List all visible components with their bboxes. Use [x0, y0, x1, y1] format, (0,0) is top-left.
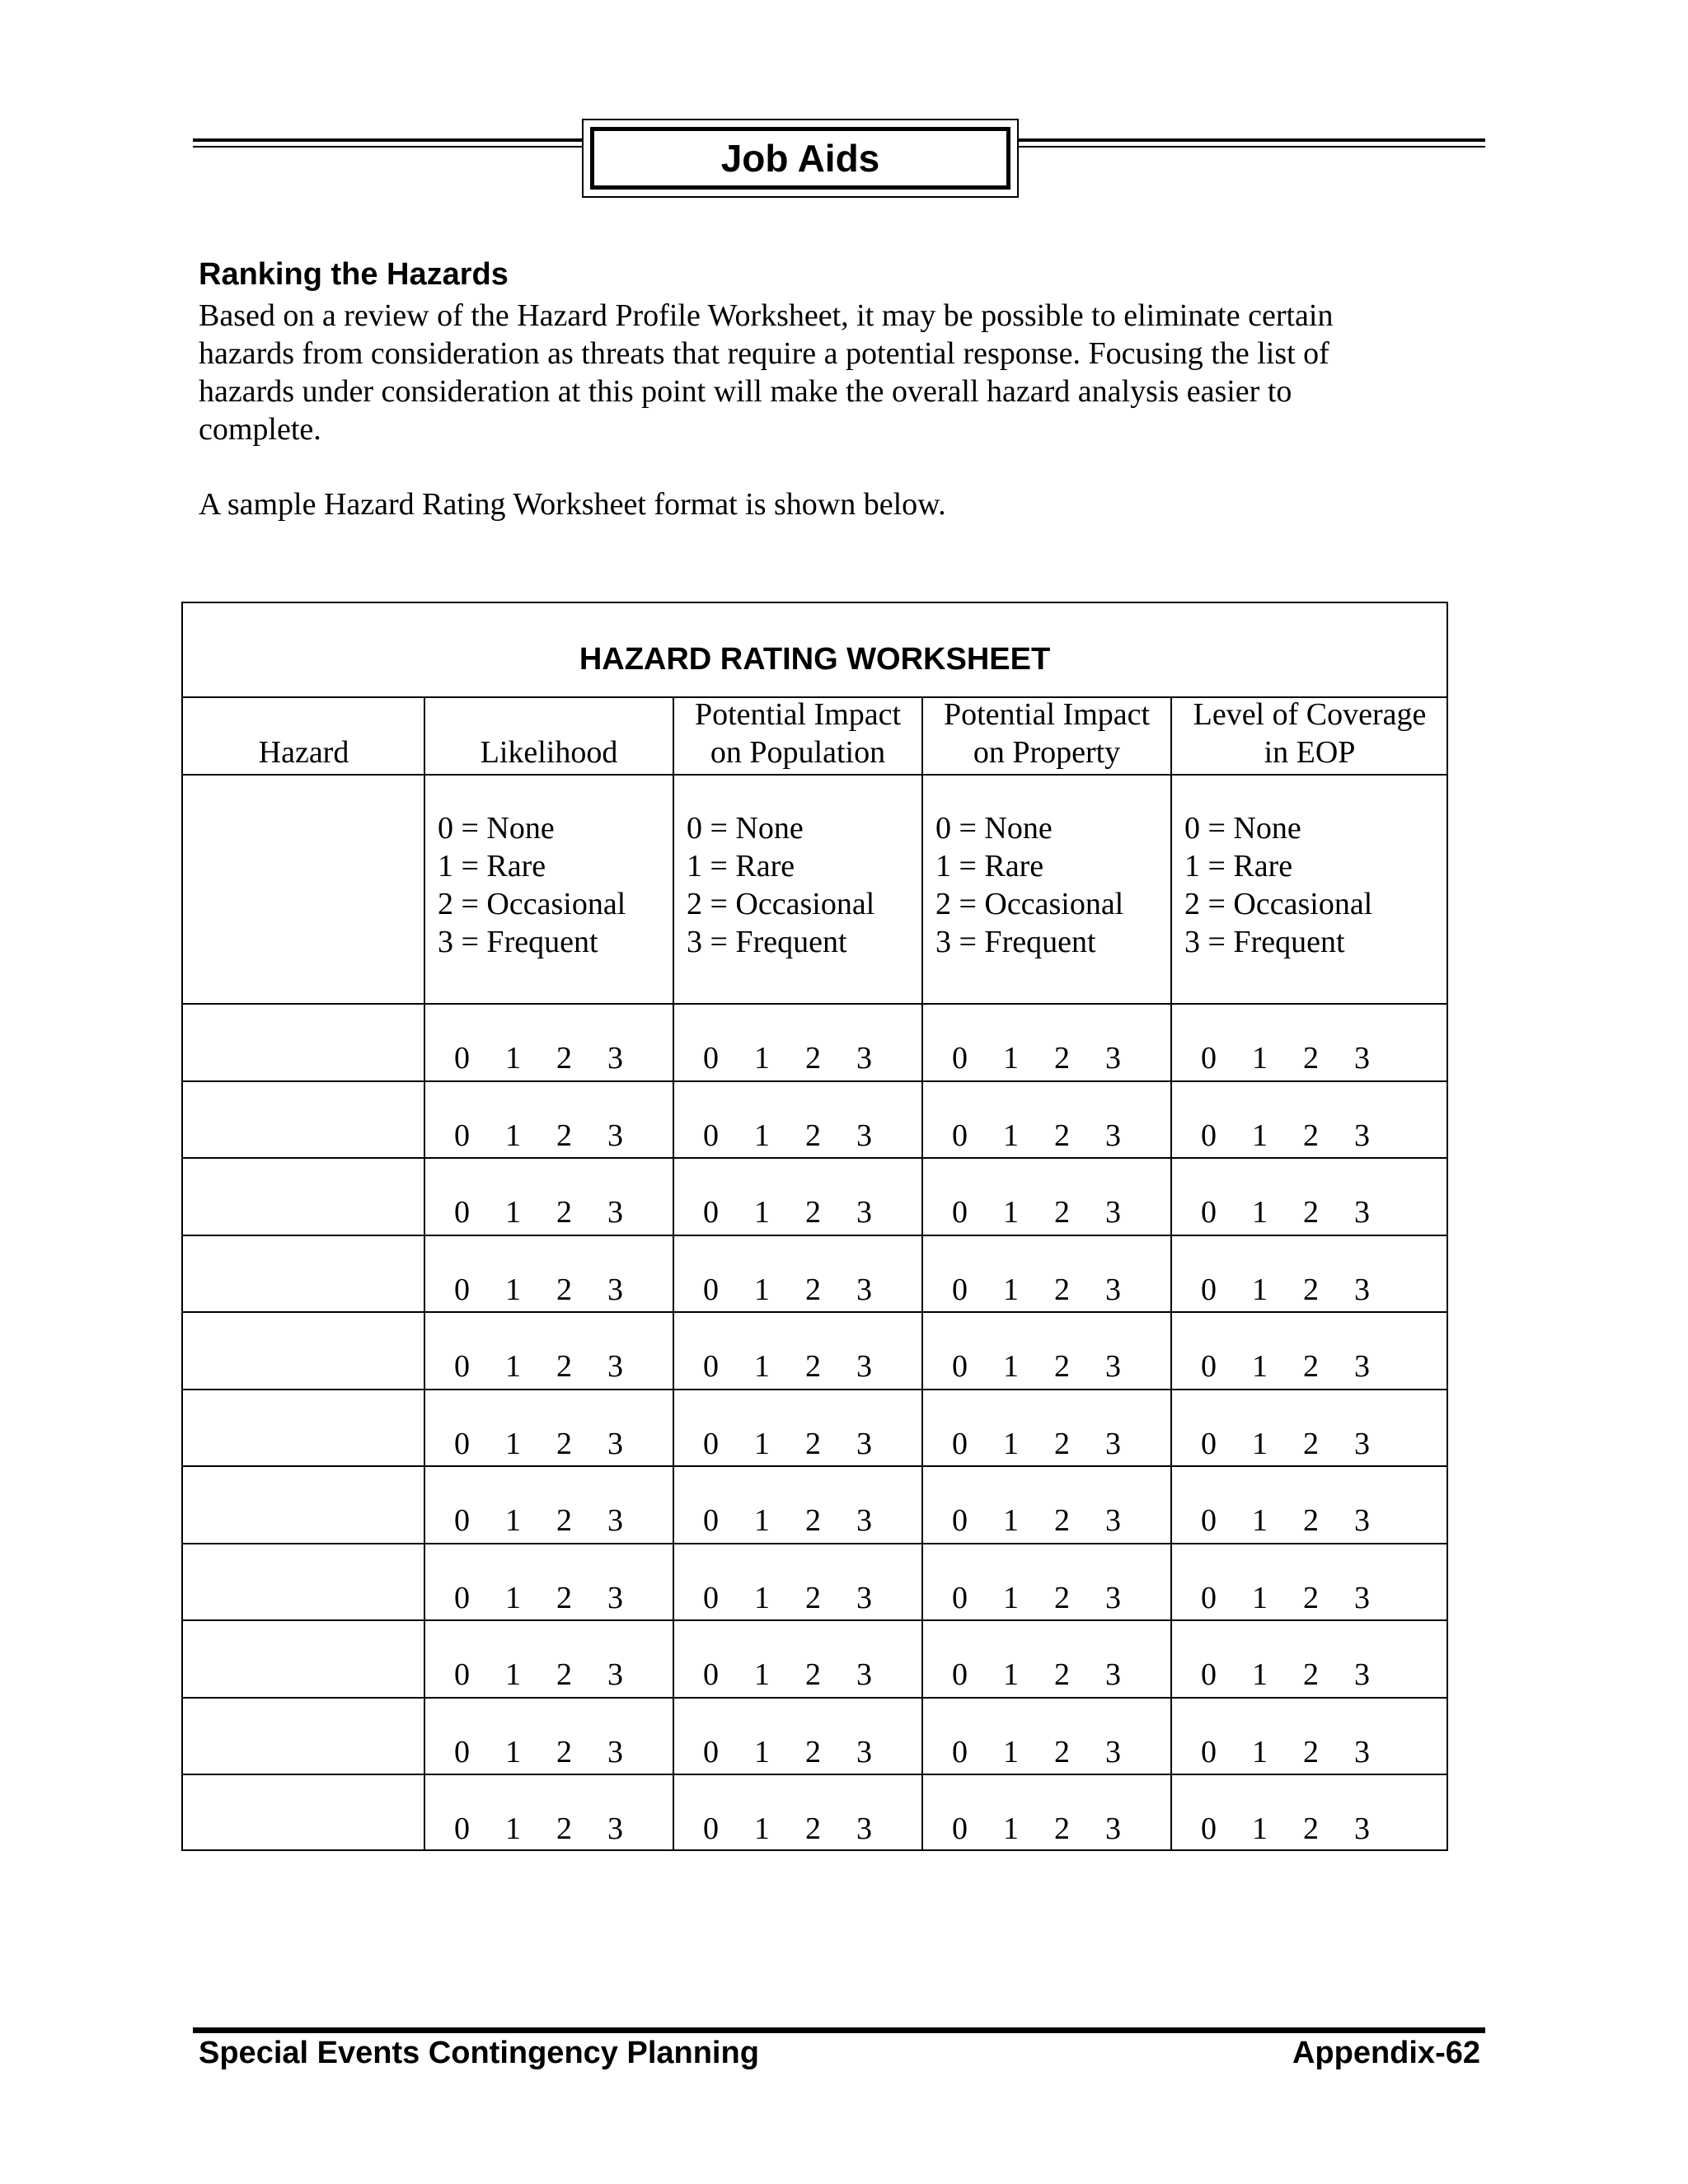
rating-option-2[interactable]: 2 [805, 1272, 821, 1307]
rating-option-0[interactable]: 0 [1201, 1811, 1217, 1846]
rating-scale[interactable] [703, 1272, 872, 1308]
rating-option-2[interactable]: 2 [805, 1580, 821, 1615]
rating-option-2[interactable]: 2 [805, 1118, 821, 1153]
intro-paragraph [199, 297, 1484, 448]
rating-scale[interactable] [703, 1657, 872, 1693]
rating-option-2[interactable]: 2 [1054, 1811, 1070, 1846]
rating-option-1[interactable]: 1 [1003, 1349, 1019, 1384]
paragraph-line: Based on a review of the Hazard Profile Worksheet, it may be possible to eliminate certain [199, 298, 1334, 333]
rating-scale[interactable] [703, 1734, 872, 1770]
rating-option-3[interactable]: 3 [1105, 1811, 1121, 1846]
rating-option-0[interactable]: 0 [454, 1426, 470, 1461]
rating-option-1[interactable]: 1 [1252, 1041, 1268, 1076]
rating-option-1[interactable]: 1 [754, 1349, 770, 1384]
rating-option-3[interactable]: 3 [856, 1041, 872, 1076]
paragraph-line: hazards from consideration as threats that require a potential response. Focusing the list of [199, 336, 1329, 371]
rating-option-2[interactable]: 2 [556, 1657, 572, 1692]
rating-scale[interactable] [952, 1811, 1121, 1847]
rating-option-3[interactable]: 3 [856, 1734, 872, 1769]
rating-option-0[interactable]: 0 [454, 1272, 470, 1307]
rating-option-1[interactable]: 1 [505, 1349, 521, 1384]
rating-option-3[interactable]: 3 [607, 1734, 623, 1769]
rating-option-1[interactable]: 1 [1252, 1118, 1268, 1153]
hazard-entry-cell[interactable] [183, 1545, 423, 1619]
rating-option-0[interactable]: 0 [1201, 1118, 1217, 1153]
legend-item: 1 = Rare [438, 849, 546, 883]
rating-option-2[interactable]: 2 [1303, 1195, 1319, 1230]
rating-option-1[interactable]: 1 [754, 1503, 770, 1538]
rating-scale[interactable] [1201, 1426, 1370, 1462]
table-rule [183, 1003, 1447, 1005]
table-rule [183, 774, 1447, 776]
rating-scale[interactable] [952, 1194, 1121, 1230]
legend-item: 1 = Rare [1184, 849, 1293, 883]
header-title-inner-box [590, 127, 1010, 190]
rating-option-1[interactable]: 1 [1252, 1272, 1268, 1307]
rating-option-2[interactable]: 2 [805, 1195, 821, 1230]
column-header-line: Potential Impact [943, 697, 1151, 732]
rating-option-3[interactable]: 3 [856, 1580, 872, 1615]
rating-option-2[interactable]: 2 [1303, 1580, 1319, 1615]
rating-option-3[interactable]: 3 [607, 1426, 623, 1461]
rating-option-0[interactable]: 0 [703, 1195, 719, 1230]
rating-option-0[interactable]: 0 [703, 1426, 719, 1461]
rating-option-1[interactable]: 1 [1003, 1580, 1019, 1615]
rating-option-1[interactable]: 1 [754, 1734, 770, 1769]
table-rule [183, 1389, 1447, 1390]
rating-option-0[interactable]: 0 [952, 1734, 968, 1769]
rating-option-3[interactable]: 3 [1105, 1426, 1121, 1461]
rating-scale[interactable] [952, 1734, 1121, 1770]
rating-scale[interactable] [1201, 1348, 1370, 1385]
header-rule-right-thin [1017, 146, 1485, 148]
rating-option-0[interactable]: 0 [952, 1503, 968, 1538]
rating-option-0[interactable]: 0 [703, 1118, 719, 1153]
table-rule [183, 1311, 1447, 1313]
rating-option-3[interactable]: 3 [1354, 1426, 1370, 1461]
rating-scale[interactable] [454, 1040, 623, 1076]
legend-item: 2 = Occasional [687, 887, 875, 921]
rating-option-3[interactable]: 3 [607, 1118, 623, 1153]
rating-option-2[interactable]: 2 [1054, 1734, 1070, 1769]
rating-option-2[interactable]: 2 [556, 1118, 572, 1153]
column-rule [424, 697, 425, 1851]
rating-option-1[interactable]: 1 [754, 1118, 770, 1153]
rating-option-0[interactable]: 0 [1201, 1657, 1217, 1692]
rating-option-2[interactable]: 2 [556, 1580, 572, 1615]
hazard-entry-cell[interactable] [183, 1468, 423, 1542]
rating-option-0[interactable]: 0 [1201, 1426, 1217, 1461]
rating-option-0[interactable]: 0 [1201, 1349, 1217, 1384]
column-rule [1170, 697, 1172, 1851]
rating-option-2[interactable]: 2 [1054, 1195, 1070, 1230]
table-rule [183, 1543, 1447, 1544]
rating-option-1[interactable]: 1 [754, 1811, 770, 1846]
rating-option-1[interactable]: 1 [505, 1118, 521, 1153]
rating-option-1[interactable]: 1 [1003, 1503, 1019, 1538]
rating-option-0[interactable]: 0 [703, 1041, 719, 1076]
rating-option-2[interactable]: 2 [556, 1734, 572, 1769]
rating-option-3[interactable]: 3 [1354, 1195, 1370, 1230]
table-rule [183, 1080, 1447, 1082]
rating-option-3[interactable]: 3 [1354, 1041, 1370, 1076]
rating-option-0[interactable]: 0 [952, 1195, 968, 1230]
header-rule-right [1017, 138, 1485, 142]
rating-option-3[interactable]: 3 [607, 1811, 623, 1846]
rating-option-1[interactable]: 1 [1252, 1195, 1268, 1230]
rating-scale[interactable] [703, 1194, 872, 1230]
header-title: Job Aids [720, 137, 880, 180]
rating-option-0[interactable]: 0 [952, 1657, 968, 1692]
rating-option-3[interactable]: 3 [607, 1349, 623, 1384]
rating-option-1[interactable]: 1 [1252, 1503, 1268, 1538]
rating-option-1[interactable]: 1 [1003, 1118, 1019, 1153]
rating-option-3[interactable]: 3 [1105, 1580, 1121, 1615]
hazard-rating-worksheet [181, 602, 1448, 1851]
hazard-entry-cell[interactable] [183, 1314, 423, 1388]
rating-scale[interactable] [1201, 1657, 1370, 1693]
footer-rule [193, 2027, 1485, 2033]
rating-option-0[interactable]: 0 [1201, 1041, 1217, 1076]
rating-option-2[interactable]: 2 [805, 1734, 821, 1769]
rating-option-2[interactable]: 2 [556, 1503, 572, 1538]
paragraph-line: complete. [199, 412, 321, 447]
rating-option-3[interactable]: 3 [856, 1349, 872, 1384]
rating-scale[interactable] [1201, 1502, 1370, 1539]
legend-item: 3 = Frequent [1184, 925, 1345, 959]
rating-option-2[interactable]: 2 [556, 1272, 572, 1307]
rating-option-0[interactable]: 0 [703, 1349, 719, 1384]
rating-option-0[interactable]: 0 [703, 1272, 719, 1307]
rating-option-2[interactable]: 2 [1054, 1349, 1070, 1384]
rating-option-3[interactable]: 3 [1354, 1272, 1370, 1307]
legend-item: 2 = Occasional [935, 887, 1124, 921]
rating-option-3[interactable]: 3 [1105, 1734, 1121, 1769]
rating-scale[interactable] [1201, 1040, 1370, 1076]
rating-option-3[interactable]: 3 [1105, 1272, 1121, 1307]
rating-option-3[interactable]: 3 [1105, 1503, 1121, 1538]
rating-scale[interactable] [703, 1118, 872, 1154]
table-rule [183, 1619, 1447, 1621]
rating-option-0[interactable]: 0 [952, 1118, 968, 1153]
rating-option-2[interactable]: 2 [1303, 1118, 1319, 1153]
rating-scale[interactable] [952, 1272, 1121, 1308]
column-header [922, 696, 1171, 771]
table-rule [183, 1697, 1447, 1699]
rating-option-2[interactable]: 2 [1303, 1041, 1319, 1076]
rating-option-1[interactable]: 1 [505, 1272, 521, 1307]
hazard-entry-cell[interactable] [183, 1160, 423, 1234]
rating-scale[interactable] [952, 1118, 1121, 1154]
rating-option-2[interactable]: 2 [805, 1503, 821, 1538]
rating-scale[interactable] [952, 1502, 1121, 1539]
rating-option-0[interactable]: 0 [1201, 1580, 1217, 1615]
rating-scale[interactable] [454, 1426, 623, 1462]
rating-option-3[interactable]: 3 [1354, 1657, 1370, 1692]
rating-option-1[interactable]: 1 [505, 1811, 521, 1846]
rating-scale[interactable] [454, 1194, 623, 1230]
column-rule [921, 697, 923, 1851]
rating-option-1[interactable]: 1 [1003, 1734, 1019, 1769]
rating-option-3[interactable]: 3 [1354, 1811, 1370, 1846]
column-header-line: in EOP [1264, 735, 1356, 770]
rating-option-2[interactable]: 2 [805, 1811, 821, 1846]
rating-option-0[interactable]: 0 [703, 1734, 719, 1769]
column-header-line: on Property [973, 735, 1121, 770]
rating-option-2[interactable]: 2 [805, 1349, 821, 1384]
rating-scale[interactable] [952, 1580, 1121, 1616]
rating-option-1[interactable]: 1 [505, 1426, 521, 1461]
rating-option-1[interactable]: 1 [1003, 1195, 1019, 1230]
rating-option-2[interactable]: 2 [1054, 1041, 1070, 1076]
paragraph-line: hazards under consideration at this point will make the overall hazard analysis easier to [199, 374, 1292, 409]
rating-option-1[interactable]: 1 [505, 1503, 521, 1538]
rating-option-3[interactable]: 3 [607, 1503, 623, 1538]
hazard-entry-cell[interactable] [183, 1622, 423, 1696]
rating-option-0[interactable]: 0 [703, 1657, 719, 1692]
rating-option-2[interactable]: 2 [1303, 1272, 1319, 1307]
rating-scale[interactable] [703, 1040, 872, 1076]
rating-option-3[interactable]: 3 [607, 1657, 623, 1692]
legend-item: 2 = Occasional [438, 887, 626, 921]
column-header [1171, 696, 1448, 771]
rating-scale[interactable] [952, 1040, 1121, 1076]
rating-option-2[interactable]: 2 [805, 1426, 821, 1461]
rating-option-2[interactable]: 2 [1054, 1426, 1070, 1461]
rating-option-3[interactable]: 3 [856, 1118, 872, 1153]
rating-option-3[interactable]: 3 [856, 1272, 872, 1307]
hazard-entry-cell[interactable] [183, 1005, 423, 1080]
rating-option-3[interactable]: 3 [607, 1580, 623, 1615]
rating-scale[interactable] [454, 1272, 623, 1308]
rating-option-1[interactable]: 1 [754, 1041, 770, 1076]
rating-scale[interactable] [952, 1426, 1121, 1462]
hazard-entry-cell[interactable] [183, 1083, 423, 1157]
rating-scale[interactable] [454, 1580, 623, 1616]
rating-option-0[interactable]: 0 [454, 1503, 470, 1538]
rating-option-0[interactable]: 0 [1201, 1503, 1217, 1538]
rating-option-3[interactable]: 3 [856, 1195, 872, 1230]
hazard-entry-cell[interactable] [183, 1776, 423, 1850]
rating-option-0[interactable]: 0 [952, 1811, 968, 1846]
rating-option-0[interactable]: 0 [952, 1349, 968, 1384]
rating-legend [438, 809, 626, 961]
footer-left: Special Events Contingency Planning [199, 2036, 759, 2070]
rating-option-3[interactable]: 3 [1105, 1041, 1121, 1076]
rating-option-0[interactable]: 0 [952, 1272, 968, 1307]
rating-scale[interactable] [454, 1118, 623, 1154]
rating-option-2[interactable]: 2 [556, 1426, 572, 1461]
rating-option-0[interactable]: 0 [454, 1118, 470, 1153]
rating-scale[interactable] [1201, 1118, 1370, 1154]
rating-option-1[interactable]: 1 [1003, 1811, 1019, 1846]
column-header [673, 696, 922, 771]
rating-option-3[interactable]: 3 [1354, 1580, 1370, 1615]
rating-option-3[interactable]: 3 [1105, 1195, 1121, 1230]
rating-option-1[interactable]: 1 [754, 1657, 770, 1692]
rating-option-0[interactable]: 0 [454, 1195, 470, 1230]
rating-option-2[interactable]: 2 [556, 1349, 572, 1384]
rating-option-1[interactable]: 1 [1252, 1426, 1268, 1461]
hazard-entry-cell[interactable] [183, 1391, 423, 1465]
rating-option-0[interactable]: 0 [454, 1580, 470, 1615]
rating-scale[interactable] [703, 1502, 872, 1539]
rating-option-3[interactable]: 3 [1354, 1734, 1370, 1769]
rating-option-3[interactable]: 3 [1105, 1349, 1121, 1384]
rating-legend [1184, 809, 1372, 961]
rating-option-0[interactable]: 0 [703, 1580, 719, 1615]
rating-option-1[interactable]: 1 [505, 1580, 521, 1615]
table-rule [183, 1774, 1447, 1775]
column-header-line: Potential Impact [694, 697, 902, 732]
rating-option-2[interactable]: 2 [556, 1195, 572, 1230]
rating-option-3[interactable]: 3 [1105, 1118, 1121, 1153]
legend-item: 0 = None [1184, 811, 1301, 846]
rating-option-1[interactable]: 1 [1252, 1657, 1268, 1692]
rating-option-0[interactable]: 0 [454, 1811, 470, 1846]
rating-scale[interactable] [703, 1811, 872, 1847]
rating-scale[interactable] [952, 1348, 1121, 1385]
legend-item: 3 = Frequent [687, 925, 847, 959]
rating-scale[interactable] [1201, 1811, 1370, 1847]
rating-option-1[interactable]: 1 [754, 1426, 770, 1461]
rating-option-3[interactable]: 3 [1105, 1657, 1121, 1692]
table-rule [183, 1157, 1447, 1159]
rating-option-1[interactable]: 1 [754, 1272, 770, 1307]
rating-option-0[interactable]: 0 [1201, 1195, 1217, 1230]
rating-option-2[interactable]: 2 [1303, 1426, 1319, 1461]
rating-option-0[interactable]: 0 [454, 1657, 470, 1692]
rating-legend [687, 809, 874, 961]
rating-option-1[interactable]: 1 [1003, 1657, 1019, 1692]
column-header [424, 733, 673, 771]
legend-item: 2 = Occasional [1184, 887, 1373, 921]
rating-option-2[interactable]: 2 [805, 1657, 821, 1692]
rating-legend [935, 809, 1123, 961]
rating-option-0[interactable]: 0 [703, 1503, 719, 1538]
rating-option-2[interactable]: 2 [1054, 1657, 1070, 1692]
rating-option-1[interactable]: 1 [1003, 1426, 1019, 1461]
rating-option-0[interactable]: 0 [952, 1426, 968, 1461]
rating-option-2[interactable]: 2 [556, 1811, 572, 1846]
rating-option-0[interactable]: 0 [952, 1580, 968, 1615]
column-header-line: Hazard [258, 735, 349, 770]
rating-scale[interactable] [952, 1657, 1121, 1693]
rating-scale[interactable] [454, 1657, 623, 1693]
column-header-line: Likelihood [480, 735, 618, 770]
rating-option-1[interactable]: 1 [505, 1195, 521, 1230]
header-title-box [582, 119, 1019, 198]
rating-option-3[interactable]: 3 [856, 1811, 872, 1846]
header-rule-left-thin [193, 146, 584, 148]
rating-option-1[interactable]: 1 [754, 1195, 770, 1230]
rating-option-1[interactable]: 1 [505, 1734, 521, 1769]
rating-scale[interactable] [1201, 1734, 1370, 1770]
legend-item: 1 = Rare [935, 849, 1044, 883]
rating-option-2[interactable]: 2 [1054, 1503, 1070, 1538]
column-header-line: on Population [710, 735, 886, 770]
rating-option-3[interactable]: 3 [856, 1503, 872, 1538]
rating-option-0[interactable]: 0 [1201, 1734, 1217, 1769]
column-header [183, 733, 424, 771]
legend-item: 3 = Frequent [935, 925, 1096, 959]
rating-option-3[interactable]: 3 [1354, 1349, 1370, 1384]
rating-option-2[interactable]: 2 [1303, 1349, 1319, 1384]
rating-option-0[interactable]: 0 [454, 1349, 470, 1384]
rating-option-3[interactable]: 3 [856, 1426, 872, 1461]
rating-option-2[interactable]: 2 [805, 1041, 821, 1076]
rating-scale[interactable] [454, 1502, 623, 1539]
rating-option-2[interactable]: 2 [1054, 1118, 1070, 1153]
rating-option-2[interactable]: 2 [1054, 1272, 1070, 1307]
rating-option-1[interactable]: 1 [1252, 1734, 1268, 1769]
rating-option-3[interactable]: 3 [1354, 1118, 1370, 1153]
rating-option-2[interactable]: 2 [556, 1041, 572, 1076]
column-rule [673, 697, 674, 1851]
rating-option-1[interactable]: 1 [1003, 1041, 1019, 1076]
legend-item: 0 = None [935, 811, 1053, 846]
legend-item: 0 = None [438, 811, 555, 846]
rating-option-3[interactable]: 3 [856, 1657, 872, 1692]
footer-right: Appendix-62 [1292, 2036, 1480, 2070]
rating-scale[interactable] [1201, 1580, 1370, 1616]
rating-option-3[interactable]: 3 [607, 1272, 623, 1307]
worksheet-title: HAZARD RATING WORKSHEET [579, 642, 1051, 677]
rating-option-1[interactable]: 1 [1252, 1580, 1268, 1615]
worksheet-note: A sample Hazard Rating Worksheet format is shown below. [199, 487, 946, 522]
rating-option-2[interactable]: 2 [1303, 1811, 1319, 1846]
rating-scale[interactable] [454, 1734, 623, 1770]
rating-option-3[interactable]: 3 [607, 1195, 623, 1230]
rating-scale[interactable] [703, 1580, 872, 1616]
rating-option-0[interactable]: 0 [1201, 1272, 1217, 1307]
rating-scale[interactable] [454, 1348, 623, 1385]
rating-option-1[interactable]: 1 [1252, 1811, 1268, 1846]
rating-option-0[interactable]: 0 [454, 1041, 470, 1076]
rating-option-0[interactable]: 0 [952, 1041, 968, 1076]
rating-scale[interactable] [703, 1426, 872, 1462]
rating-option-2[interactable]: 2 [1303, 1503, 1319, 1538]
rating-option-1[interactable]: 1 [1252, 1349, 1268, 1384]
rating-option-1[interactable]: 1 [1003, 1272, 1019, 1307]
rating-option-1[interactable]: 1 [754, 1580, 770, 1615]
rating-scale[interactable] [1201, 1272, 1370, 1308]
rating-option-3[interactable]: 3 [607, 1041, 623, 1076]
rating-option-2[interactable]: 2 [1054, 1580, 1070, 1615]
rating-scale[interactable] [703, 1348, 872, 1385]
rating-option-3[interactable]: 3 [1354, 1503, 1370, 1538]
header-rule-left [193, 138, 584, 142]
legend-item: 1 = Rare [687, 849, 795, 883]
rating-option-2[interactable]: 2 [1303, 1734, 1319, 1769]
table-rule [183, 1465, 1447, 1467]
legend-item: 3 = Frequent [438, 925, 598, 959]
hazard-entry-cell[interactable] [183, 1699, 423, 1774]
rating-scale[interactable] [454, 1811, 623, 1847]
section-title: Ranking the Hazards [199, 257, 509, 292]
rating-option-1[interactable]: 1 [505, 1041, 521, 1076]
rating-scale[interactable] [1201, 1194, 1370, 1230]
rating-option-0[interactable]: 0 [454, 1734, 470, 1769]
rating-option-0[interactable]: 0 [703, 1811, 719, 1846]
hazard-entry-cell[interactable] [183, 1237, 423, 1311]
table-rule [183, 1235, 1447, 1236]
column-header-line: Level of Coverage [1193, 697, 1427, 732]
legend-item: 0 = None [687, 811, 804, 846]
rating-option-2[interactable]: 2 [1303, 1657, 1319, 1692]
rating-option-1[interactable]: 1 [505, 1657, 521, 1692]
